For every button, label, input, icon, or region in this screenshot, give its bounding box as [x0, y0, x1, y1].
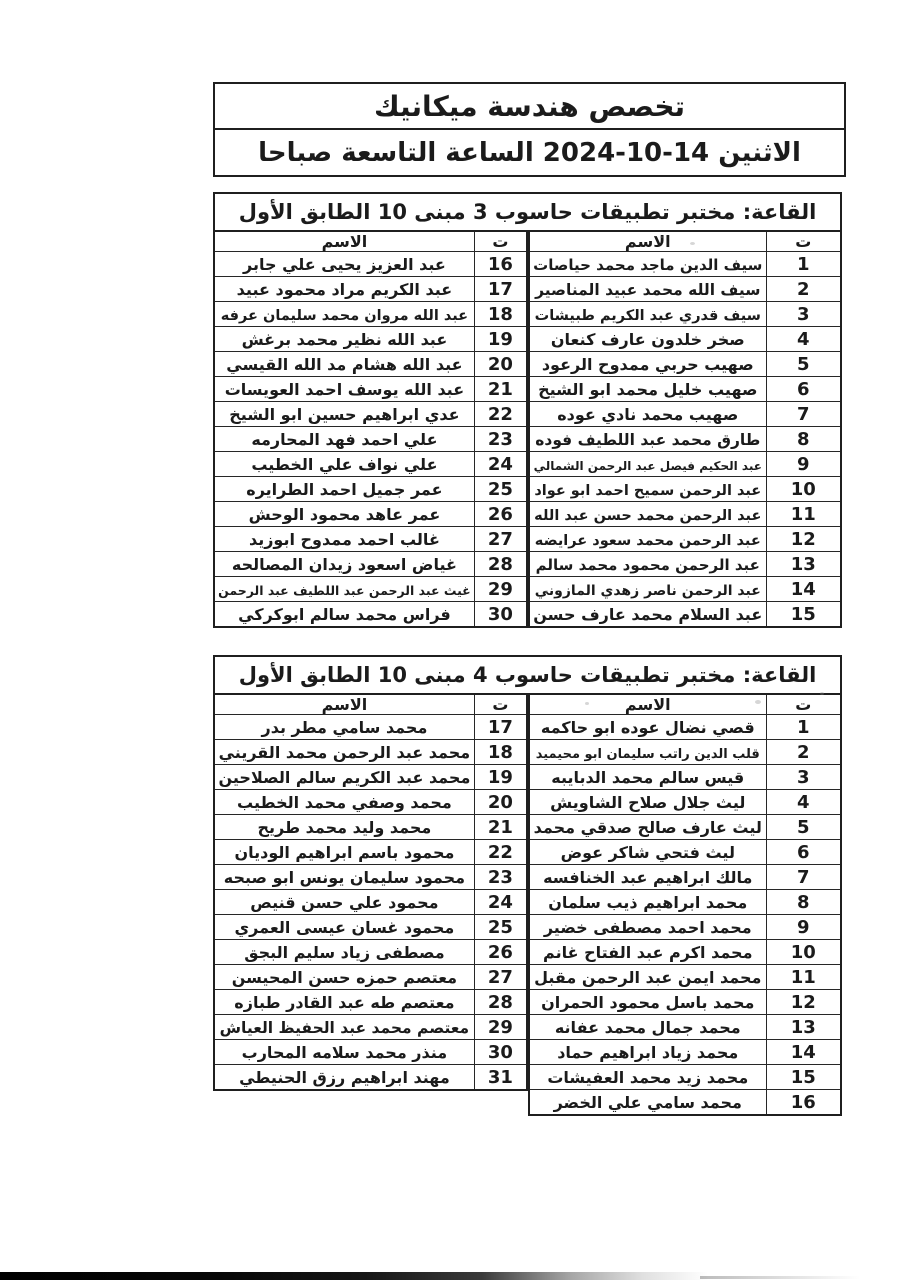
student-name [529, 252, 766, 277]
scan-noise [585, 702, 589, 705]
student-serial: 7 [766, 402, 841, 427]
student-name [529, 577, 766, 602]
student-row [214, 252, 527, 277]
student-serial: 19 [474, 765, 527, 790]
student-row [529, 1090, 841, 1116]
student-row [214, 302, 527, 327]
student-name [214, 302, 474, 327]
student-serial: 29 [474, 577, 527, 602]
student-name [214, 765, 474, 790]
student-row [214, 502, 527, 527]
student-row [529, 452, 841, 477]
student-name-text: فراس محمد سالم ابوكركي [238, 604, 451, 624]
student-row [529, 402, 841, 427]
student-serial: 30 [474, 602, 527, 628]
student-row [529, 327, 841, 352]
student-serial: 25 [474, 915, 527, 940]
serial-column-header: ت [474, 231, 527, 252]
student-name [529, 502, 766, 527]
student-row [529, 352, 841, 377]
student-row [529, 790, 841, 815]
student-serial: 8 [766, 890, 841, 915]
student-name [214, 790, 474, 815]
student-serial: 10 [766, 477, 841, 502]
scan-noise [755, 700, 761, 704]
exam-header-block [213, 82, 846, 177]
student-name-text: عبد الرحمن سميح احمد ابو عواد [534, 482, 762, 499]
student-serial: 24 [474, 890, 527, 915]
roster-header-row [214, 694, 527, 715]
student-row [529, 302, 841, 327]
student-name-text: محمد زياد ابراهيم حماد [557, 1042, 739, 1062]
student-name [214, 352, 474, 377]
name-column-header: الاسم [214, 231, 474, 252]
student-row [529, 965, 841, 990]
student-row [214, 452, 527, 477]
student-name [214, 715, 474, 740]
student-name [529, 1015, 766, 1040]
student-name-text: سيف الدين ماجد محمد حياصات [533, 255, 763, 274]
student-row [529, 277, 841, 302]
student-name [214, 252, 474, 277]
student-row [214, 402, 527, 427]
student-row [529, 427, 841, 452]
student-name [214, 965, 474, 990]
student-row [529, 1065, 841, 1090]
student-serial: 30 [474, 1040, 527, 1065]
student-row [214, 277, 527, 302]
student-name [529, 352, 766, 377]
student-row [214, 915, 527, 940]
student-name-text: محمد احمد مصطفى خضير [543, 917, 752, 937]
student-serial: 8 [766, 427, 841, 452]
student-name-text: محمد وليد محمد طريح [257, 817, 432, 837]
student-name [529, 840, 766, 865]
student-serial: 23 [474, 865, 527, 890]
student-row [529, 602, 841, 628]
student-name-text: قلب الدين راتب سليمان ابو محيميد [535, 746, 760, 762]
student-row [214, 840, 527, 865]
student-name [214, 452, 474, 477]
student-row [529, 740, 841, 765]
student-serial: 28 [474, 552, 527, 577]
student-row [214, 815, 527, 840]
student-name-text: مالك ابراهيم عبد الخنافسه [543, 867, 753, 887]
student-name [214, 940, 474, 965]
student-name-text: عمر جميل احمد الطرايره [246, 479, 443, 499]
student-serial: 26 [474, 940, 527, 965]
student-name-text: محمد ايمن عبد الرحمن مقبل [534, 967, 762, 987]
student-name-text: عبد الله هشام مد الله القيسي [226, 354, 463, 374]
specialization-title: تخصص هندسة ميكانيك [215, 84, 844, 130]
student-name [214, 427, 474, 452]
student-name-text: محمد عبد الكريم سالم الصلاحين [218, 767, 471, 787]
student-serial: 26 [474, 502, 527, 527]
student-serial: 21 [474, 377, 527, 402]
bottom-scan-artifact [700, 1276, 860, 1279]
student-name-text: عبد السلام محمد عارف حسن [533, 604, 763, 624]
student-name [529, 990, 766, 1015]
scan-noise [820, 692, 824, 695]
student-name-text: صخر خلدون عارف كنعان [550, 329, 745, 349]
student-name-text: محمد سامي مطر بدر [261, 717, 428, 737]
roster-right-table [528, 230, 842, 628]
student-row [214, 602, 527, 628]
name-column-header: الاسم [529, 231, 766, 252]
roster-body-lab3 [213, 230, 842, 628]
student-name-text: محمود سليمان يونس ابو صبحه [223, 867, 466, 887]
student-name [529, 1040, 766, 1065]
student-name-text: عبد الحكيم فيصل عبد الرحمن الشمالي [533, 458, 762, 473]
student-serial: 6 [766, 840, 841, 865]
student-name [529, 552, 766, 577]
student-row [214, 765, 527, 790]
student-name-text: محمود غسان عيسى العمري [234, 917, 455, 937]
student-row [214, 865, 527, 890]
bottom-scan-artifact [0, 1272, 730, 1280]
student-name [214, 402, 474, 427]
student-row [214, 890, 527, 915]
serial-column-header: ت [766, 694, 841, 715]
student-name-text: محمود باسم ابراهيم الوديان [234, 842, 455, 862]
student-row [529, 940, 841, 965]
student-name-text: صهيب محمد نادي عوده [557, 404, 739, 424]
student-row [214, 790, 527, 815]
student-row [214, 1015, 527, 1040]
student-name-text: قيس سالم محمد الدبايبه [551, 767, 745, 787]
student-serial: 15 [766, 1065, 841, 1090]
student-name [214, 915, 474, 940]
student-serial: 5 [766, 815, 841, 840]
student-name-text: محمود علي حسن قنيص [250, 892, 439, 912]
exam-datetime: الاثنين 14-10-2024 الساعة التاسعة صباحا [258, 137, 801, 168]
student-row [529, 252, 841, 277]
student-name-text: علي احمد فهد المحارمه [251, 429, 438, 449]
student-serial: 21 [474, 815, 527, 840]
student-serial: 25 [474, 477, 527, 502]
student-serial: 4 [766, 790, 841, 815]
student-name [214, 527, 474, 552]
student-name-text: عبد الرحمن محمد حسن عبد الله [534, 507, 762, 524]
student-name-text: عبد الرحمن محمود محمد سالم [535, 555, 760, 574]
student-row [214, 1040, 527, 1065]
student-serial: 3 [766, 302, 841, 327]
student-name [214, 815, 474, 840]
student-row [214, 1065, 527, 1091]
student-name-text: سيف الله محمد عبيد المناصير [535, 280, 761, 299]
name-column-header: الاسم [214, 694, 474, 715]
student-serial: 5 [766, 352, 841, 377]
student-serial: 18 [474, 302, 527, 327]
student-name [529, 890, 766, 915]
student-serial: 13 [766, 1015, 841, 1040]
student-name-text: معتصم حمزه حسن المحيسن [231, 967, 458, 987]
student-name-text: مهند ابراهيم رزق الحنيطي [239, 1067, 450, 1087]
student-serial: 19 [474, 327, 527, 352]
roster-header-row [214, 231, 527, 252]
student-name-text: عبد الله مروان محمد سليمان عرفه [220, 307, 469, 324]
student-serial: 9 [766, 452, 841, 477]
student-row [529, 1015, 841, 1040]
student-name [529, 302, 766, 327]
student-name-text: طارق محمد عبد اللطيف فوده [535, 430, 761, 449]
student-row [214, 477, 527, 502]
student-name [214, 1040, 474, 1065]
serial-column-header: ت [766, 231, 841, 252]
student-name [214, 890, 474, 915]
student-row [214, 527, 527, 552]
student-name [214, 990, 474, 1015]
student-serial: 23 [474, 427, 527, 452]
room-title-lab4: القاعة: مختبر تطبيقات حاسوب 4 مبنى 10 الطابق الأول [213, 655, 842, 693]
student-serial: 17 [474, 715, 527, 740]
student-serial: 22 [474, 840, 527, 865]
student-name-text: سيف قدري عبد الكريم طبيشات [534, 307, 761, 324]
student-name [529, 815, 766, 840]
student-row [214, 552, 527, 577]
student-name-text: محمد وصفي محمد الخطيب [237, 792, 452, 812]
student-row [214, 427, 527, 452]
student-name-text: مصطفى زياد سليم البجق [244, 942, 445, 962]
student-name [529, 452, 766, 477]
student-row [214, 990, 527, 1015]
student-name-text: عمر عاهد محمود الوحش [248, 504, 441, 524]
student-row [529, 1040, 841, 1065]
student-name-text: محمد جمال محمد عفانه [554, 1017, 741, 1037]
student-row [529, 577, 841, 602]
student-serial: 22 [474, 402, 527, 427]
room-table-lab3 [213, 192, 842, 628]
student-name-text: عبد الرحمن ناصر زهدي المازوني [534, 582, 761, 599]
student-serial: 29 [474, 1015, 527, 1040]
student-row [529, 840, 841, 865]
student-row [214, 327, 527, 352]
student-name-text: عبد الكريم مراد محمود عبيد [236, 279, 453, 299]
student-name [529, 915, 766, 940]
student-name-text: محمد ابراهيم ذيب سلمان [548, 892, 748, 912]
student-name [529, 765, 766, 790]
roster-left-table [213, 693, 528, 1091]
student-name [529, 377, 766, 402]
student-row [529, 815, 841, 840]
serial-column-header: ت [474, 694, 527, 715]
scan-noise [660, 236, 663, 238]
student-name-text: معتصم طه عبد القادر طبازه [234, 992, 455, 1012]
student-row [529, 715, 841, 740]
student-serial: 2 [766, 277, 841, 302]
student-name-text: ليث فتحي شاكر عوض [560, 842, 735, 862]
student-name [214, 327, 474, 352]
student-name-text: محمد عبد الرحمن محمد القريني [218, 742, 471, 762]
student-serial: 9 [766, 915, 841, 940]
student-serial: 3 [766, 765, 841, 790]
student-serial: 16 [474, 252, 527, 277]
student-name [529, 477, 766, 502]
student-name [529, 1065, 766, 1090]
student-name-text: عبد العزيز يحيى علي جابر [243, 254, 446, 274]
student-name [214, 577, 474, 602]
student-name-text: ليث جلال صلاح الشاويش [550, 792, 746, 812]
student-row [529, 890, 841, 915]
student-name [214, 502, 474, 527]
student-serial: 27 [474, 965, 527, 990]
student-row [214, 740, 527, 765]
student-serial: 14 [766, 577, 841, 602]
roster-left-table [213, 230, 528, 628]
student-row [529, 527, 841, 552]
student-serial: 6 [766, 377, 841, 402]
student-serial: 4 [766, 327, 841, 352]
student-name-text: محمد باسل محمود الحمران [541, 992, 755, 1012]
student-row [529, 377, 841, 402]
student-row [214, 715, 527, 740]
student-row [214, 577, 527, 602]
student-row [529, 915, 841, 940]
student-name [529, 740, 766, 765]
student-row [529, 765, 841, 790]
student-serial: 24 [474, 452, 527, 477]
student-name [214, 865, 474, 890]
student-name-text: صهيب خليل محمد ابو الشيخ [538, 379, 758, 399]
student-serial: 11 [766, 965, 841, 990]
student-serial: 27 [474, 527, 527, 552]
student-name-text: غالب احمد ممدوح ابوزيد [248, 529, 440, 549]
student-row [529, 502, 841, 527]
student-name [529, 940, 766, 965]
student-serial: 28 [474, 990, 527, 1015]
student-name [529, 277, 766, 302]
student-name [529, 790, 766, 815]
student-serial: 11 [766, 502, 841, 527]
roster-header-row [529, 694, 841, 715]
room-table-lab4 [213, 655, 842, 1116]
roster-body-lab4 [213, 693, 842, 1116]
student-serial: 18 [474, 740, 527, 765]
student-serial: 16 [766, 1090, 841, 1116]
student-name [529, 715, 766, 740]
student-name [214, 840, 474, 865]
scan-noise [545, 590, 548, 593]
student-name-text: عبد الله يوسف احمد العويسات [224, 379, 465, 399]
student-name [529, 865, 766, 890]
student-name [214, 602, 474, 628]
student-name [529, 1090, 766, 1116]
student-name-text: صهيب حربي ممدوح الرعود [541, 354, 754, 374]
student-name-text: منذر محمد سلامه المحارب [241, 1042, 448, 1062]
student-serial: 2 [766, 740, 841, 765]
student-name-text: غيث عبد الرحمن عبد اللطيف عبد الرحمن [218, 582, 471, 598]
student-serial: 15 [766, 602, 841, 628]
student-name-text: عدي ابراهيم حسين ابو الشيخ [229, 404, 460, 424]
student-serial: 14 [766, 1040, 841, 1065]
student-name [214, 477, 474, 502]
student-name-text: عبد الرحمن محمد سعود عرايضه [534, 532, 761, 549]
student-serial: 10 [766, 940, 841, 965]
student-name [529, 965, 766, 990]
student-row [214, 965, 527, 990]
roster-right-table [528, 693, 842, 1116]
student-name-text: محمد اكرم عبد الفتاح غانم [543, 942, 753, 962]
student-name [214, 1065, 474, 1091]
student-serial: 1 [766, 715, 841, 740]
student-row [529, 552, 841, 577]
student-name [529, 527, 766, 552]
student-serial: 12 [766, 527, 841, 552]
student-name-text: معتصم محمد عبد الحفيظ العياش [219, 1018, 470, 1037]
student-name-text: ليث عارف صالح صدقي محمد [533, 817, 762, 837]
student-row [214, 352, 527, 377]
student-name-text: محمد زيد محمد العفيشات [547, 1067, 749, 1087]
student-row [529, 990, 841, 1015]
name-column-header: الاسم [529, 694, 766, 715]
student-name [529, 327, 766, 352]
student-name-text: عبد الله نظير محمد برغش [241, 329, 448, 349]
student-name [214, 277, 474, 302]
student-name-text: غياض اسعود زيدان المصالحه [231, 554, 457, 574]
student-name [214, 1015, 474, 1040]
student-name-text: علي نواف علي الخطيب [251, 454, 438, 474]
scan-noise [690, 242, 695, 245]
student-serial: 7 [766, 865, 841, 890]
roster-header-row [529, 231, 841, 252]
student-row [214, 940, 527, 965]
student-row [529, 477, 841, 502]
student-serial: 20 [474, 790, 527, 815]
student-name-text: محمد سامي علي الخضر [553, 1092, 742, 1112]
student-serial: 13 [766, 552, 841, 577]
student-name [214, 552, 474, 577]
student-name [529, 602, 766, 628]
student-serial: 17 [474, 277, 527, 302]
student-serial: 1 [766, 252, 841, 277]
student-name [214, 377, 474, 402]
student-row [529, 865, 841, 890]
student-row [214, 377, 527, 402]
student-name [529, 402, 766, 427]
student-serial: 20 [474, 352, 527, 377]
student-name-text: قصي نضال عوده ابو حاكمه [540, 717, 755, 737]
student-serial: 12 [766, 990, 841, 1015]
room-title-lab3: القاعة: مختبر تطبيقات حاسوب 3 مبنى 10 الطابق الأول [213, 192, 842, 230]
student-name [529, 427, 766, 452]
student-name [214, 740, 474, 765]
student-serial: 31 [474, 1065, 527, 1091]
